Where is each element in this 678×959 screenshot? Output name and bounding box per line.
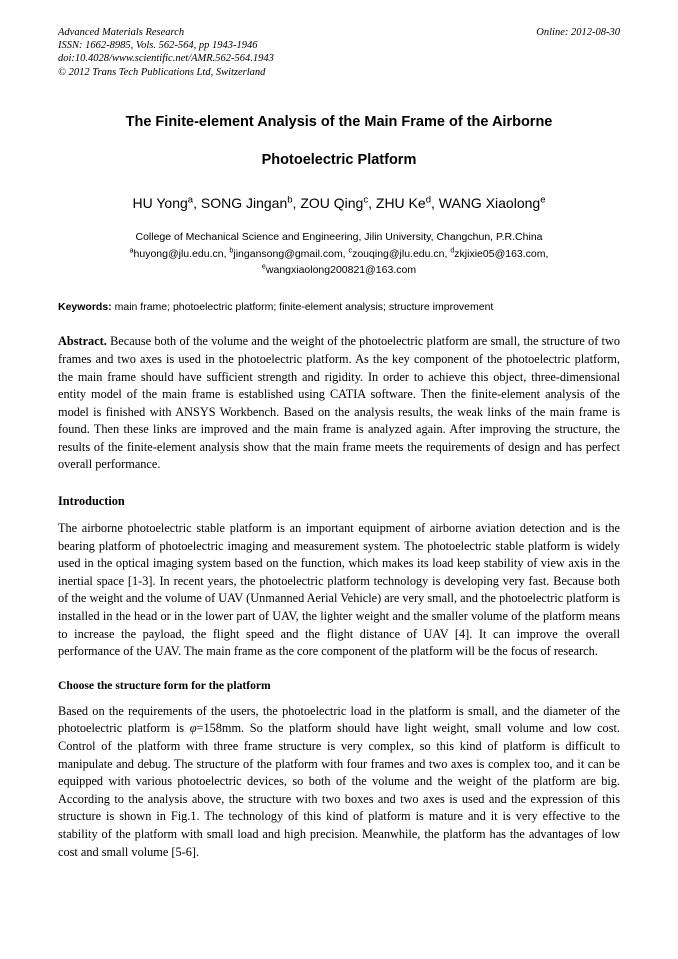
email-d: zkjixie05@163.com, bbox=[454, 248, 549, 261]
author-4-name: ZHU Ke bbox=[375, 194, 426, 211]
author-list bbox=[58, 195, 620, 211]
page-title-line-1: The Finite-element Analysis of the Main Frame of the Airborne bbox=[125, 113, 553, 130]
email-c: zouqing@jlu.edu.cn, bbox=[352, 248, 451, 261]
choose-text-part-2: =158mm. So the platform should have light weight, small volume and low cost. Control of the platform with three frame structure is very complex, so this kind of platform is difficult to manipulate and debug. The structure of the platform with four frames and two axes is complex too, and it can be equipped with various photoelectric devices, so both of the volume and the weight of the platform are big. According to the analysis above, the structure with two boxes and two axes is used and the expression of this structure is shown in Fig.1. The technology of this kind of platform is mature and it is very effective to the stability of the platform with small load and high precision. Meanwhile, the platform has the advantages of low cost and small volume [5-6]. bbox=[58, 721, 620, 859]
author-1-name: HU Yong bbox=[132, 194, 188, 211]
author-sep-1: , bbox=[193, 194, 201, 211]
section-heading-choose-structure: Choose the structure form for the platform bbox=[58, 678, 271, 692]
author-3-name: ZOU Qing bbox=[300, 194, 364, 211]
phi-symbol: φ bbox=[189, 721, 197, 736]
section-heading-introduction: Introduction bbox=[58, 494, 125, 509]
journal-copyright: © 2012 Trans Tech Publications Ltd, Switzerland bbox=[58, 66, 266, 78]
author-sep-4: , bbox=[430, 194, 439, 211]
choose-structure-paragraph-1 bbox=[58, 703, 620, 861]
email-b: jingansong@gmail.com, bbox=[233, 248, 349, 261]
page-title-line-2: Photoelectric Platform bbox=[261, 151, 417, 168]
author-2-marker: b bbox=[287, 194, 293, 206]
journal-doi: doi:10.4028/www.scientific.net/AMR.562-564.1943 bbox=[58, 53, 274, 65]
email-e: wangxiaolong200821@163.com bbox=[265, 263, 417, 276]
abstract-paragraph bbox=[58, 333, 620, 474]
journal-header-left bbox=[58, 26, 451, 79]
abstract-text: Because both of the volume and the weight of the photoelectric platform are small, the structure of two frames and two axes is used in the photoelectric platform. As the key component of the photoelectric platform, the main frame should have sufficient strength and rigidity. In order to achieve this object, three-dimensional entity model of the main frame is established using CATIA software. Then the finite-element analysis of the model is finished with ANSYS Workbench. Based on the analysis results, the weak links of the main frame is found. Then these links are improved and the main frame is analyzed again. After improving the structure, the results of the finite-element analysis show that the main frame meets the requirements of design and has perfect overall performance. bbox=[58, 334, 620, 472]
author-5-name: WANG Xiaolong bbox=[438, 194, 541, 211]
email-marker-b: b bbox=[229, 246, 234, 255]
author-5-marker: e bbox=[540, 194, 546, 206]
author-sep-2: , bbox=[292, 194, 301, 211]
email-marker-c: c bbox=[348, 246, 353, 255]
journal-name: Advanced Materials Research bbox=[58, 27, 185, 38]
author-emails bbox=[58, 247, 620, 278]
email-marker-e: e bbox=[261, 262, 266, 271]
email-marker-d: d bbox=[450, 246, 455, 255]
journal-header bbox=[58, 26, 620, 79]
email-a: huyong@jlu.edu.cn, bbox=[133, 248, 230, 261]
introduction-paragraph-1: The airborne photoelectric stable platform is an important equipment of airborne aviation detection and is the bearing platform of photoelectric imaging and measurement system. The photoelectric stable platform is widely used in the optical imaging system based on the function, which makes its load keep stability of view axis in the inertial space [1-3]. In recent years, the photoelectric platform technology is developing very fast. Because both of the weight and the volume of UAV (Unmanned Aerial Vehicle) are very small, and the photoelectric platform is installed in the head or in the lower part of UAV, the lighter weight and the smaller volume of the platform means to increase the payload, the flight speed and the flight distance of UAV [4]. It can improve the overall performance of the UAV. The main frame as the core component of the platform will be the focus of research. bbox=[58, 521, 620, 659]
author-sep-3: , bbox=[368, 194, 376, 211]
choose-text-part-1: Based on the requirements of the users, the photoelectric load in the platform is small, and the diameter of the photoelectric platform is bbox=[58, 703, 620, 736]
author-4-marker: d bbox=[425, 194, 431, 206]
journal-issn: ISSN: 1662-8985, Vols. 562-564, pp 1943-1946 bbox=[58, 40, 258, 52]
author-1-marker: a bbox=[187, 194, 194, 206]
keywords-line bbox=[58, 301, 620, 313]
author-3-marker: c bbox=[363, 194, 369, 206]
email-marker-a: a bbox=[129, 246, 134, 255]
author-affiliation: College of Mechanical Science and Engineering, Jilin University, Changchun, P.R.China bbox=[135, 230, 543, 243]
abstract-label: Abstract. bbox=[58, 334, 107, 349]
author-2-name: SONG Jingan bbox=[200, 194, 288, 211]
online-date: Online: 2012-08-30 bbox=[536, 27, 620, 38]
keywords-label: Keywords: bbox=[58, 301, 112, 314]
keywords-value: main frame; photoelectric platform; finite-element analysis; structure improvement bbox=[111, 301, 494, 314]
